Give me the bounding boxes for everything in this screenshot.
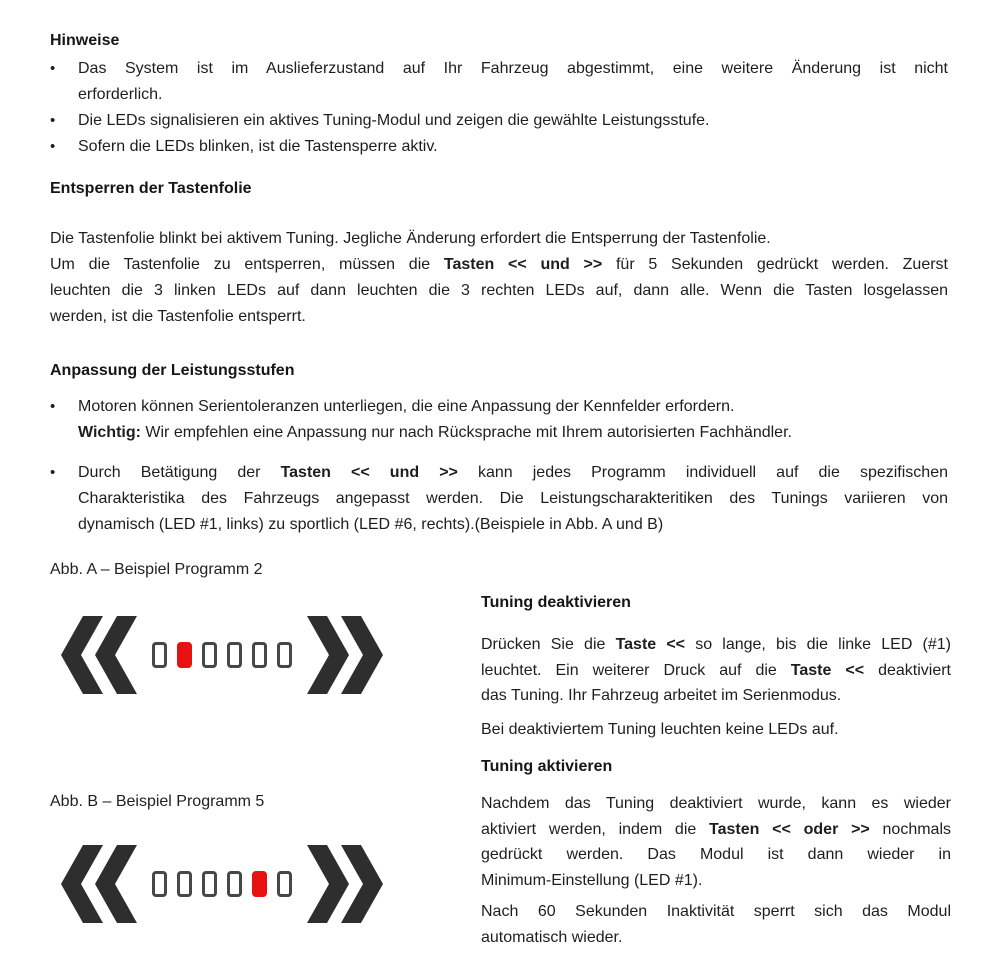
bullet-item [50, 460, 948, 538]
text-segment: nochmals [869, 820, 952, 838]
text-segment: aktiviert werden, indem die [481, 820, 710, 838]
bullet-icon: • [50, 398, 56, 415]
text-segment-bold: Taste << [615, 636, 686, 653]
bullet-text [78, 56, 948, 108]
bullet-icon: • [50, 112, 56, 129]
text-line [50, 252, 948, 278]
figure-a [56, 616, 388, 694]
text-line: werden, ist die Tastenfolie entsperrt. [50, 308, 306, 325]
led-indicator [177, 642, 192, 668]
paragraph [481, 899, 951, 950]
paragraph: Bei deaktiviertem Tuning leuchten keine LEDs auf. [481, 720, 839, 738]
text-line: gedrückt werden. Das Modul ist dann wieder in [481, 846, 951, 863]
text-line: Das System ist im Auslieferzustand auf Ihr Fahrzeug abgestimmt, eine weitere Änderung ist nicht [78, 60, 948, 77]
text-segment: Drücken Sie die [481, 636, 616, 653]
text-line: Motoren können Serientoleranzen unterliegen, die eine Anpassung der Kennfelder erfordern. [78, 398, 735, 415]
led-indicator [277, 642, 292, 668]
text-segment: für 5 Sekunden gedrückt werden. Zuerst [602, 256, 948, 273]
led-indicator [227, 871, 242, 897]
text-segment: kann jedes Programm individuell auf die spezifischen [457, 464, 948, 481]
text-line [481, 632, 951, 658]
text-segment: deaktiviert [864, 661, 951, 679]
heading-anpassung: Anpassung der Leistungsstufen [50, 362, 295, 379]
text-line: Nachdem das Tuning deaktiviert wurde, kann es wieder [481, 795, 951, 812]
bullet-item [50, 134, 948, 160]
text-segment-bold: Tasten << und >> [280, 464, 458, 481]
section-entsperren [50, 176, 948, 330]
heading-tuning-deaktivieren: Tuning deaktivieren [481, 594, 631, 611]
bullet-icon: • [50, 464, 56, 481]
text-segment: leuchtet. Ein weiterer Druck auf die [481, 661, 791, 679]
bullet-item [50, 394, 948, 446]
text-line [481, 658, 951, 684]
led-indicator [152, 642, 167, 668]
led-indicator [152, 871, 167, 897]
section-anpassung [50, 358, 948, 538]
chevrons-left-icon [56, 616, 144, 694]
text-segment: Durch Betätigung der [78, 464, 281, 481]
text-line: automatisch wieder. [481, 928, 623, 946]
section-hinweise [50, 28, 948, 160]
paragraph [481, 632, 951, 709]
figure-a-caption: Abb. A – Beispiel Programm 2 [50, 561, 263, 578]
text-line: Die Tastenfolie blinkt bei aktivem Tuning. Jegliche Änderung erfordert die Entsperrung der Tastenfolie. [50, 230, 771, 247]
led-strip [152, 871, 292, 897]
figure-b-caption: Abb. B – Beispiel Programm 5 [50, 793, 265, 810]
text-line: erforderlich. [78, 86, 163, 103]
heading-entsperren: Entsperren der Tastenfolie [50, 180, 252, 197]
led-indicator [202, 642, 217, 668]
chevrons-right-icon [300, 616, 388, 694]
figure-b [56, 845, 388, 923]
led-indicator [252, 642, 267, 668]
led-indicator [202, 871, 217, 897]
text-line: Nach 60 Sekunden Inaktivität sperrt sich das Modul [481, 903, 951, 920]
text-segment-bold: Tasten << und >> [443, 256, 603, 273]
bullet-item [50, 56, 948, 108]
text-line: das Tuning. Ihr Fahrzeug arbeitet im Serienmodus. [481, 687, 842, 704]
led-indicator [252, 871, 267, 897]
bullet-text [78, 460, 948, 538]
text-segment: so lange, bis die linke LED (#1) [685, 636, 951, 653]
bullet-icon: • [50, 138, 56, 155]
bullet-item [50, 108, 948, 134]
right-column [481, 590, 951, 950]
text-line [78, 420, 948, 446]
text-line: Minimum-Einstellung (LED #1). [481, 871, 703, 889]
heading-hinweise: Hinweise [50, 32, 120, 49]
led-indicator [177, 871, 192, 897]
text-line: Sofern die LEDs blinken, ist die Tastensperre aktiv. [78, 138, 438, 155]
text-line [481, 817, 951, 843]
bullet-text [78, 394, 948, 446]
text-line: leuchten die 3 linken LEDs auf dann leuchten die 3 rechten LEDs auf, dann alle. Wenn die Tasten losgelassen [50, 282, 948, 299]
text-line [78, 460, 948, 486]
led-indicator [277, 871, 292, 897]
paragraph [481, 791, 951, 893]
text-line: Charakteristika des Fahrzeugs angepasst werden. Die Leistungscharakteritiken des Tunings variieren von [78, 490, 948, 507]
chevrons-right-icon [300, 845, 388, 923]
chevrons-left-icon [56, 845, 144, 923]
text-segment-bold: Wichtig: [78, 424, 141, 441]
heading-tuning-aktivieren: Tuning aktivieren [481, 758, 613, 775]
led-strip [152, 642, 292, 668]
paragraph [50, 226, 948, 330]
led-indicator [227, 642, 242, 668]
bullet-icon: • [50, 60, 56, 77]
text-line: dynamisch (LED #1, links) zu sportlich (LED #6, rechts).(Beispiele in Abb. A und B) [78, 516, 664, 533]
text-segment-bold: Tasten << oder >> [709, 820, 870, 838]
text-segment-bold: Taste << [790, 661, 865, 679]
text-line: Die LEDs signalisieren ein aktives Tuning-Modul und zeigen die gewählte Leistungsstufe. [78, 112, 710, 129]
text-segment: Um die Tastenfolie zu entsperren, müssen die [50, 256, 444, 273]
text-segment: Wir empfehlen eine Anpassung nur nach Rücksprache mit Ihrem autorisierten Fachhändler. [140, 424, 792, 441]
